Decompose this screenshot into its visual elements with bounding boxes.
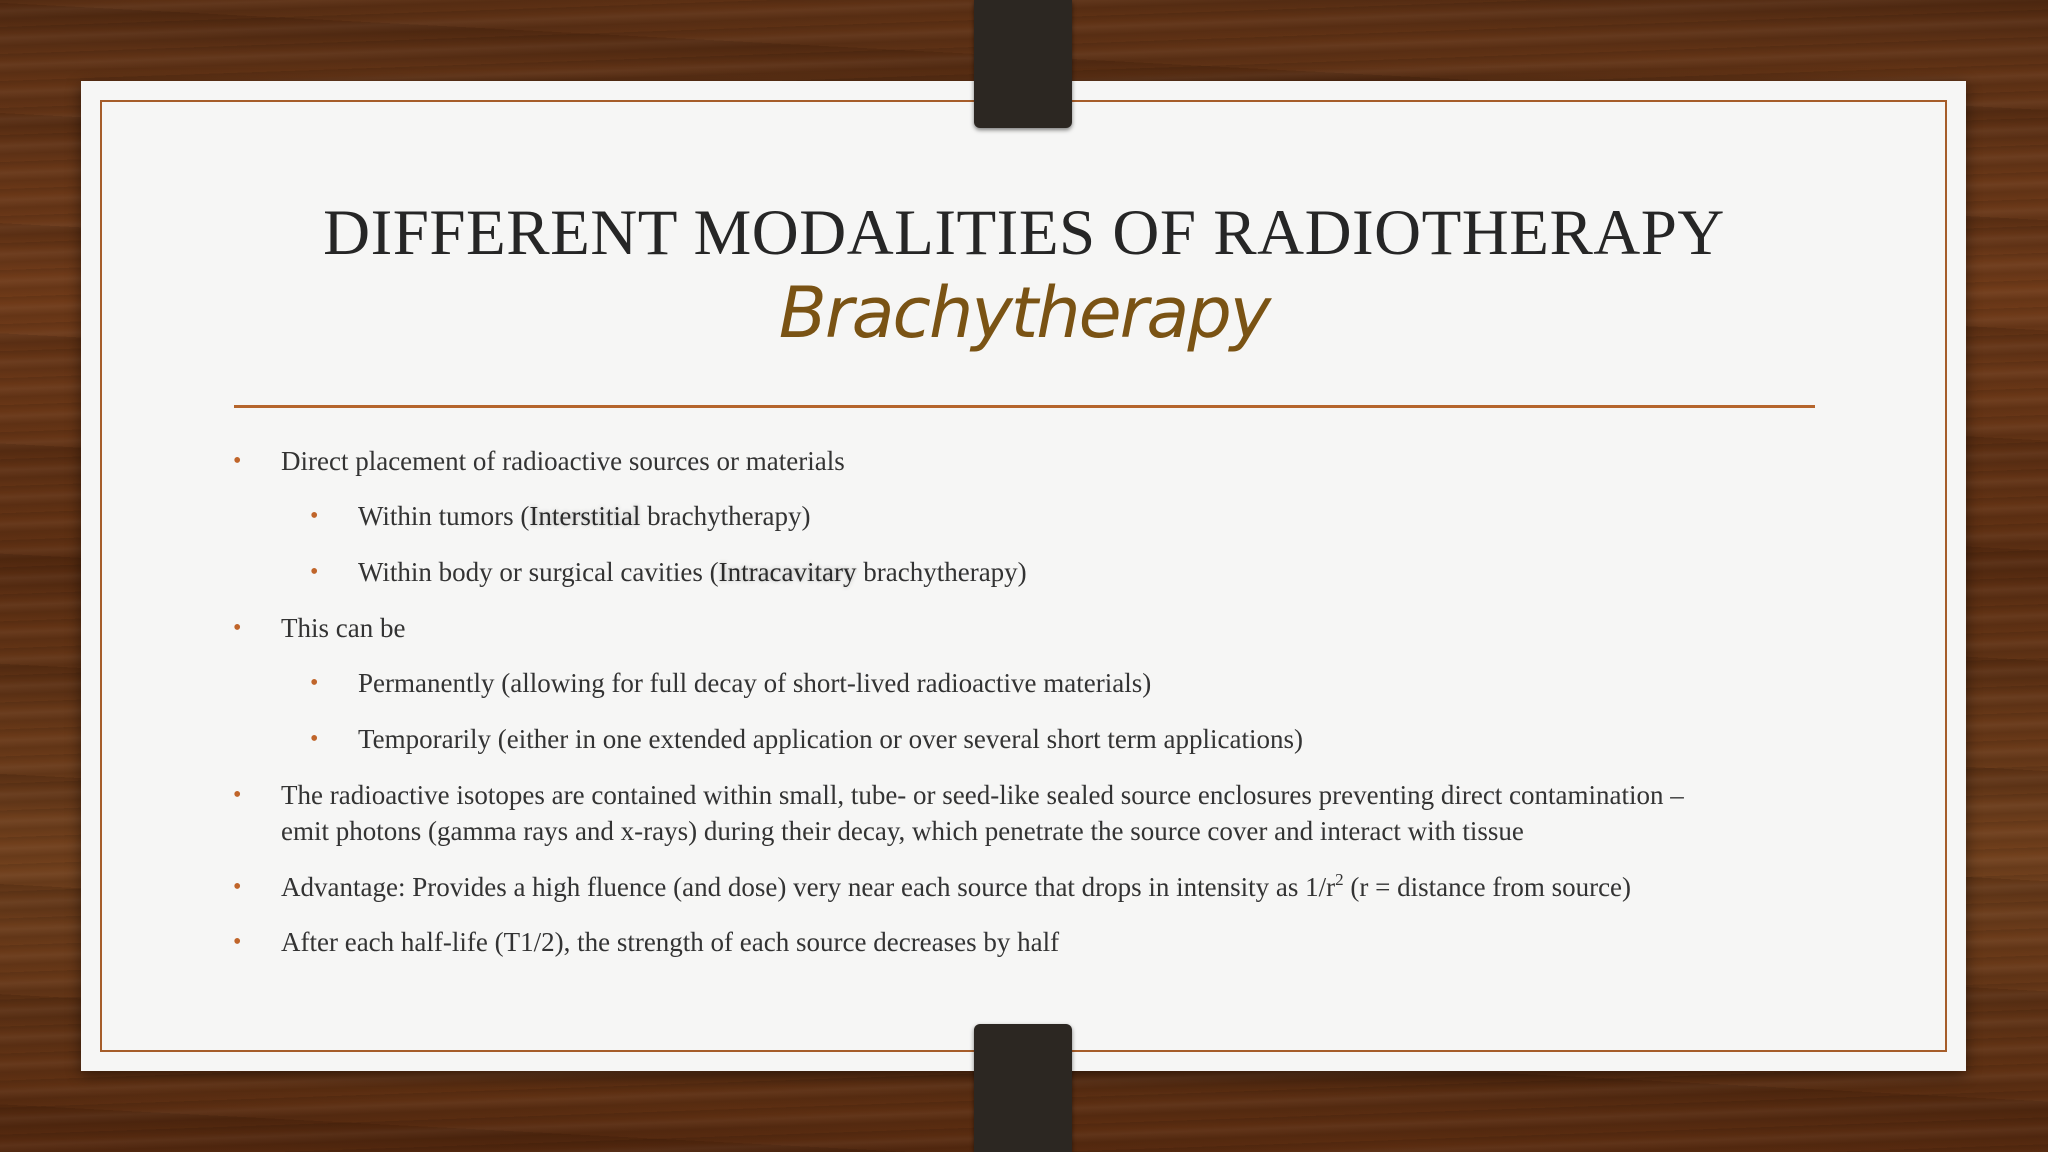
bullet-text-pre: Advantage: Provides a high fluence (and dose) very near each source that drops in intensity as 1/r: [281, 872, 1336, 902]
slide-subtitle: Brachytherapy: [778, 272, 1270, 354]
slide-title: DIFFERENT MODALITIES OF RADIOTHERAPY: [323, 197, 1725, 269]
bullet-subitem: [310, 721, 1304, 757]
bullet-text-pre: Within body or surgical cavities (: [358, 557, 719, 587]
bullet-text-line2: emit photons (gamma rays and x-rays) during their decay, which penetrate the source cover and interact with tissue: [281, 816, 1524, 846]
bullet-item: [233, 777, 1684, 849]
highlighted-term: Intracavitary: [718, 557, 857, 587]
bullet-item: [233, 443, 845, 479]
bullet-text-pre: Within tumors (: [358, 501, 530, 531]
bullet-dot: •: [310, 559, 319, 585]
bullet-text: Direct placement of radioactive sources or materials: [281, 446, 845, 476]
bullet-subitem: [310, 554, 1027, 590]
bullet-subitem: [310, 665, 1152, 701]
highlighted-term: Interstitial: [529, 501, 641, 531]
bullet-dot: •: [233, 615, 242, 641]
bullet-dot: •: [233, 874, 242, 900]
bullet-dot: •: [233, 448, 242, 474]
bullet-text: Permanently (allowing for full decay of short-lived radioactive materials): [358, 668, 1152, 698]
bullet-text: After each half-life (T1/2), the strength of each source decreases by half: [281, 927, 1060, 957]
bullet-text-post: brachytherapy): [856, 557, 1027, 587]
bullet-text: Temporarily (either in one extended application or over several short term applications): [358, 724, 1304, 754]
bullet-text-post: brachytherapy): [640, 501, 811, 531]
bullet-subitem: [310, 498, 811, 534]
bullet-item: [233, 924, 1060, 960]
bullet-text: This can be: [281, 613, 406, 643]
bullet-item: [233, 610, 406, 646]
bullet-dot: •: [310, 503, 319, 529]
bullet-text-post: (r = distance from source): [1343, 872, 1632, 902]
bullet-dot: •: [233, 782, 242, 808]
superscript: 2: [1335, 870, 1344, 889]
bullet-dot: •: [310, 726, 319, 752]
bullet-text-line1: The radioactive isotopes are contained within small, tube- or seed-like sealed source enclosures preventing direct contamination –: [281, 780, 1684, 810]
bullet-item: [233, 869, 1632, 905]
bullet-dot: •: [310, 670, 319, 696]
bullet-dot: •: [233, 929, 242, 955]
